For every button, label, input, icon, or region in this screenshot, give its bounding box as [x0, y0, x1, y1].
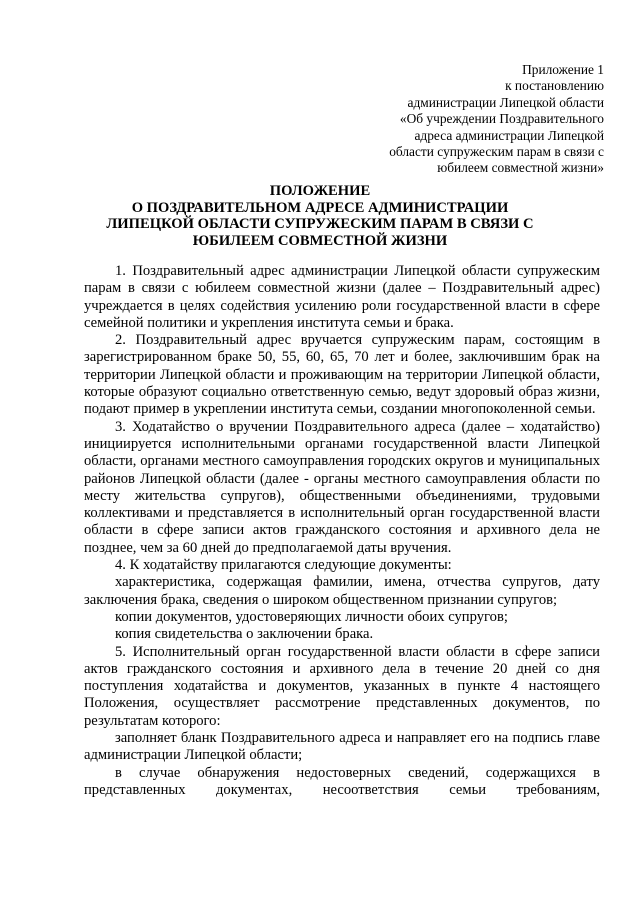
appendix-line: к постановлению	[505, 78, 604, 94]
paragraph-1: 1. Поздравительный адрес администрации Липецкой области супружеским парам в связи с юбилеем совместной жизни (далее – Поздравительный адрес) учреждается в целях содействия усилению роли государственной власти в сфере семейной политики и укрепления института семьи и брака.	[84, 263, 600, 331]
appendix-line: области супружеским парам в связи с	[389, 144, 604, 160]
paragraph-2: 2. Поздравительный адрес вручается супружеским парам, состоящим в зарегистрированном браке 50, 55, 60, 65, 70 лет и более, заключившим брак на территории Липецкой области и проживающим на территории Липецкой области, которые образуют социально ответственную семью, ведут здоровый образ жизни, подают пример в укреплении института семьи, создании многопоколенной семьи.	[84, 332, 600, 418]
list-item-identity-copies: копии документов, удостоверяющих личности обоих супругов;	[115, 608, 508, 625]
list-item-marriage-certificate: копия свидетельства о заключении брака.	[115, 626, 374, 643]
document-title	[90, 183, 550, 249]
document-body	[84, 263, 600, 799]
title-line: ЮБИЛЕЕМ СОВМЕСТНОЙ ЖИЗНИ	[192, 232, 448, 249]
list-item-fill-form: заполняет бланк Поздравительного адреса и направляет его на подпись главе администрации Липецкой области;	[84, 730, 600, 764]
appendix-line: юбилеем совместной жизни»	[437, 160, 604, 176]
appendix-header	[334, 62, 604, 177]
appendix-line: «Об учреждении Поздравительного	[399, 111, 604, 127]
appendix-line: администрации Липецкой области	[407, 94, 604, 110]
appendix-line: адреса администрации Липецкой	[414, 127, 604, 143]
appendix-line: Приложение 1	[522, 62, 604, 77]
paragraph-3: 3. Ходатайство о вручении Поздравительного адреса (далее – ходатайство) инициируется исполнительными органами государственной власти Липецкой области, органами местного самоуправления городских округов и муниципальных районов Липецкой области (далее - органы местного самоуправления области по месту жительства супругов), общественными объединениями, трудовыми коллективами и представляется в исполнительный орган государственной власти области в сфере записи актов гражданского состояния и архивного дела не позднее, чем за 60 дней до предполагаемой даты вручения.	[84, 418, 600, 556]
paragraph-5: 5. Исполнительный орган государственной власти области в сфере записи актов гражданского состояния и архивного дела в течение 20 дней со дня поступления ходатайства и документов, указанных в пункте 4 настоящего Положения, осуществляет рассмотрение представленных документов, по результатам которого:	[84, 643, 600, 729]
list-item-invalid-data: в случае обнаружения недостоверных сведений, содержащихся в представленных документах, несоответствия семьи требованиям,	[84, 764, 600, 798]
title-line: О ПОЗДРАВИТЕЛЬНОМ АДРЕСЕ АДМИНИСТРАЦИИ	[131, 199, 509, 216]
list-item-characteristic: характеристика, содержащая фамилии, имена, отчества супругов, дату заключения брака, сведения о широком общественном признании супругов;	[84, 574, 600, 608]
paragraph-4: 4. К ходатайству прилагаются следующие документы:	[115, 557, 452, 574]
title-line: ЛИПЕЦКОЙ ОБЛАСТИ СУПРУЖЕСКИМ ПАРАМ В СВЯЗИ С	[106, 216, 534, 233]
title-line: ПОЛОЖЕНИЕ	[269, 183, 371, 199]
